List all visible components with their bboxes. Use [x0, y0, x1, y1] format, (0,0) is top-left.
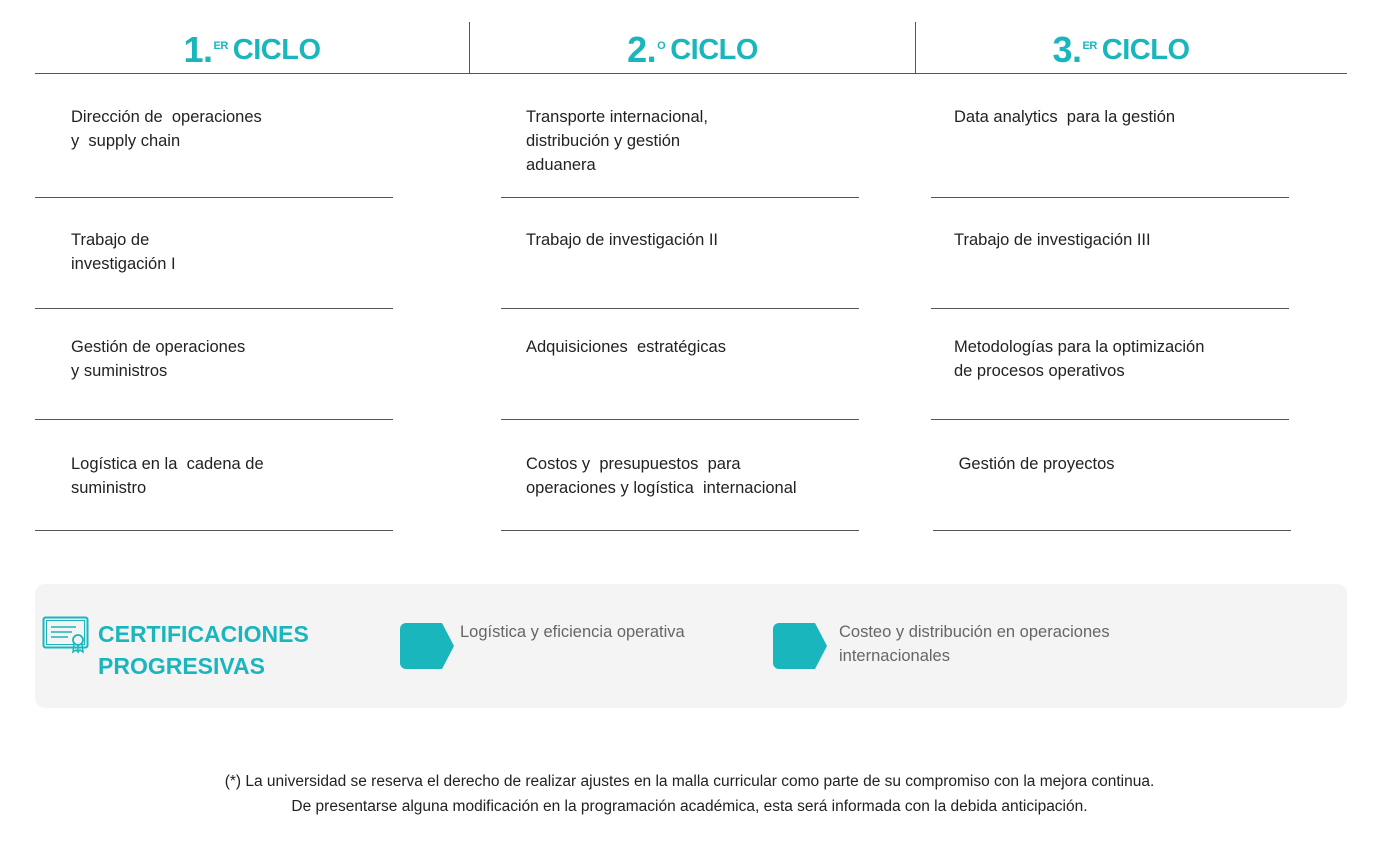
row-divider	[501, 530, 859, 531]
course-2-3: Adquisiciones estratégicas	[526, 338, 726, 356]
cycle-suffix: O	[657, 40, 666, 52]
row-divider	[35, 308, 393, 309]
cycle-number: 1.	[183, 29, 213, 70]
course-2-2: Trabajo de investigación II	[526, 231, 718, 249]
cycle-word: CICLO	[670, 33, 758, 66]
course-2-4: Costos y presupuestos para operaciones y logística internacional	[526, 455, 797, 497]
course-3-2: Trabajo de investigación III	[954, 231, 1151, 249]
certificate-icon	[42, 616, 90, 654]
course-1-4: Logística en la cadena de suministro	[71, 455, 264, 497]
row-divider	[931, 197, 1289, 198]
row-divider	[501, 197, 859, 198]
row-divider	[501, 308, 859, 309]
cycle-1-header	[35, 30, 469, 70]
certification-item-2: Costeo y distribución en operaciones internacionales	[839, 623, 1110, 665]
course-2-1: Transporte internacional, distribución y gestión aduanera	[526, 108, 708, 174]
course-3-3: Metodologías para la optimización de procesos operativos	[954, 338, 1205, 380]
course-3-1: Data analytics para la gestión	[954, 108, 1176, 126]
cycle-suffix: ER	[213, 40, 228, 52]
cycle-number: 3.	[1052, 29, 1082, 70]
certifications-title: CERTIFICACIONES PROGRESIVAS	[98, 621, 309, 679]
row-divider	[35, 419, 393, 420]
row-divider	[35, 197, 393, 198]
header-divider	[35, 73, 1347, 74]
cycle-word: CICLO	[232, 33, 321, 66]
course-1-1: Dirección de operaciones y supply chain	[71, 108, 262, 150]
certification-item-1: Logística y eficiencia operativa	[460, 623, 685, 641]
row-divider	[933, 530, 1291, 531]
column-divider-2	[915, 22, 916, 73]
certification-tag-icon	[773, 623, 828, 669]
column-divider-1	[469, 22, 470, 73]
cycle-3-header	[916, 30, 1326, 70]
cycle-2-header	[470, 30, 915, 70]
footnote-line-1: (*) La universidad se reserva el derecho de realizar ajustes en la malla curricular como parte de su compromiso con la mejora continua.	[224, 773, 1155, 790]
cycle-suffix: ER	[1082, 40, 1097, 52]
cycle-number: 2.	[627, 29, 657, 70]
row-divider	[931, 419, 1289, 420]
course-1-3: Gestión de operaciones y suministros	[71, 338, 246, 380]
row-divider	[35, 530, 393, 531]
course-3-4: Gestión de proyectos	[954, 455, 1115, 473]
cycle-word: CICLO	[1101, 33, 1190, 66]
course-1-2: Trabajo de investigación I	[71, 231, 176, 273]
footnote-line-2: De presentarse alguna modificación en la programación académica, esta será informada con la debida anticipación.	[291, 798, 1088, 815]
row-divider	[501, 419, 859, 420]
row-divider	[931, 308, 1289, 309]
certification-tag-icon	[400, 623, 455, 669]
